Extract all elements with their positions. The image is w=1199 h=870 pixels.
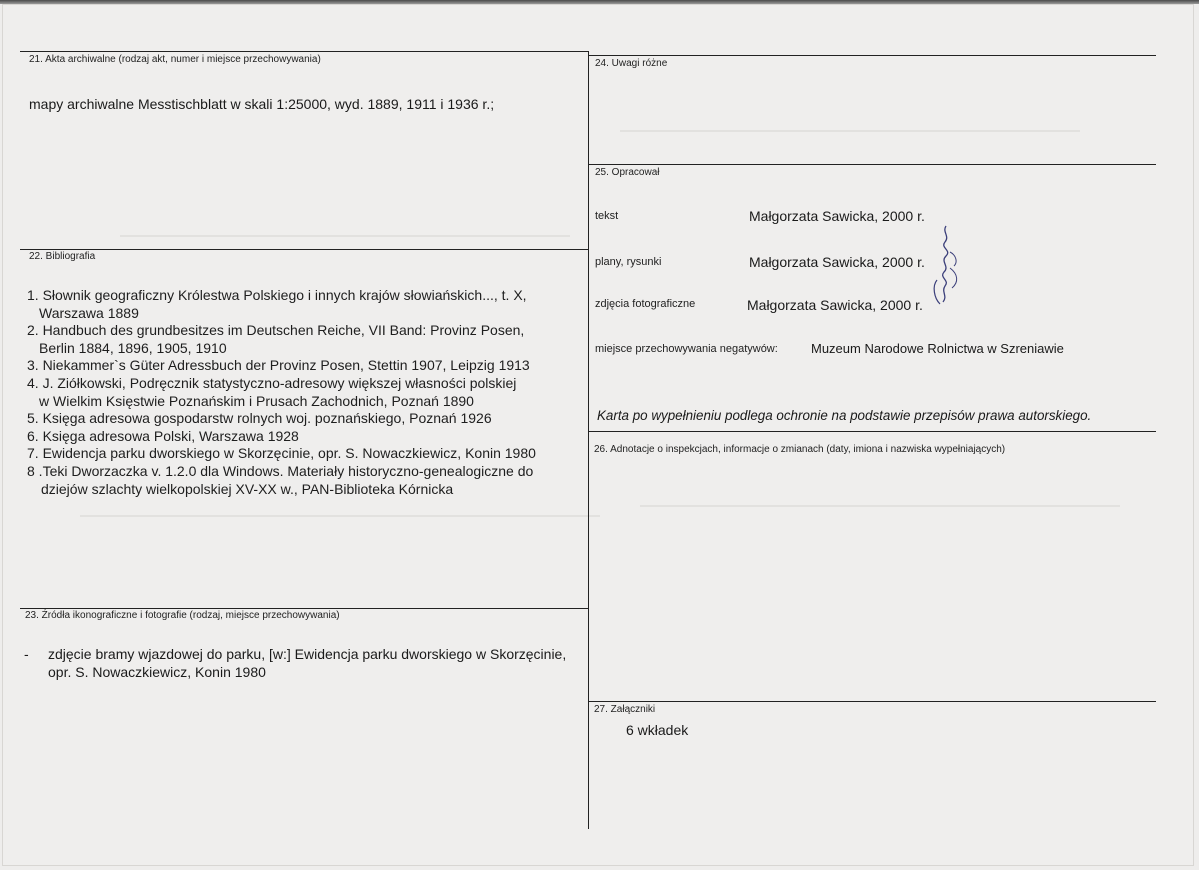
bibliography-item: 4. J. Ziółkowski, Podręcznik statystyczno-adresowy większej własności polskiej [27,374,517,391]
bibliography-item-continuation: Warszawa 1889 [39,304,139,321]
bibliography-item: 5. Księga adresowa gospodarstw rolnych woj. poznańskiego, Poznań 1926 [27,410,492,427]
negatives-location-value: Muzeum Narodowe Rolnictwa w Szreniawie [811,341,1064,356]
author-row-label: tekst [595,210,619,222]
section-24-header: 24. Uwagi różne [595,58,668,69]
show-through-line [80,515,600,517]
rule-21-top [20,51,588,52]
bibliography-item: 6. Księga adresowa Polski, Warszawa 1928 [27,427,299,444]
handwritten-signature [928,222,964,313]
section-26-header: 26. Adnotacje o inspekcjach, informacje o zmianach (daty, imiona i nazwiska wypełniających) [594,444,1006,455]
rule-24-top [588,55,1156,56]
bibliography-item-continuation: w Wielkim Księstwie Poznańskim i Prusach Zachodnich, Poznań 1890 [39,392,474,409]
rule-27-top [588,701,1156,702]
section-22-header: 22. Bibliografia [29,251,96,262]
author-row-value: Małgorzata Sawicka, 2000 r. [749,254,925,270]
rule-22-top [20,249,588,250]
rule-23-top [20,608,588,609]
bibliography-item: 8 .Teki Dworzaczka v. 1.2.0 dla Windows. Materiały historyczno-genealogiczne do [27,462,534,479]
list-bullet: - [24,646,29,662]
rule-25-top [588,164,1156,165]
negatives-location-label: miejsce przechowywania negatywów: [595,343,778,355]
author-row-value: Małgorzata Sawicka, 2000 r. [749,208,925,224]
rule-26-top [588,431,1156,432]
iconography-line-1: zdjęcie bramy wjazdowej do parku, [w:] Ewidencja parku dworskiego w Skorzęcinie, [48,646,567,662]
bibliography-item: 3. Niekammer`s Güter Adressbuch der Provinz Posen, Stettin 1907, Leipzig 1913 [27,357,530,374]
bibliography-item-continuation: dziejów szlachty wielkopolskiej XV-XX w., PAN-Biblioteka Kórnicka [41,480,454,497]
show-through-line [640,505,1120,507]
iconography-line-2: opr. S. Nowaczkiewicz, Konin 1980 [48,664,266,680]
author-row-label: zdjęcia fotograficzne [595,298,696,310]
archival-maps-text: mapy archiwalne Messtischblatt w skali 1:25000, wyd. 1889, 1911 i 1936 r.; [29,96,495,112]
section-21-header: 21. Akta archiwalne (rodzaj akt, numer i miejsce przechowywania) [29,54,321,65]
author-row-value: Małgorzata Sawicka, 2000 r. [747,297,923,313]
bibliography-item: 7. Ewidencja parku dworskiego w Skorzęcinie, opr. S. Nowaczkiewicz, Konin 1980 [27,445,536,462]
copyright-note: Karta po wypełnieniu podlega ochronie na podstawie przepisów prawa autorskiego. [597,408,1092,423]
show-through-line [620,130,1080,132]
section-27-header: 27. Załączniki [594,704,656,715]
section-23-header: 23. Źródła ikonograficzne i fotografie (rodzaj, miejsce przechowywania) [25,610,340,621]
show-through-line [120,235,570,237]
section-25-header: 25. Opracował [595,167,660,178]
attachments-count: 6 wkładek [626,722,689,738]
bibliography-item: 1. Słownik geograficzny Królestwa Polskiego i innych krajów słowiańskich..., t. X, [27,287,527,303]
author-row-label: plany, rysunki [595,256,662,268]
bibliography-list [27,287,536,498]
center-divider [588,51,589,829]
bibliography-item: 2. Handbuch des grundbesitzes im Deutschen Reiche, VII Band: Provinz Posen, [27,322,525,339]
bibliography-item-continuation: Berlin 1884, 1896, 1905, 1910 [39,339,227,356]
